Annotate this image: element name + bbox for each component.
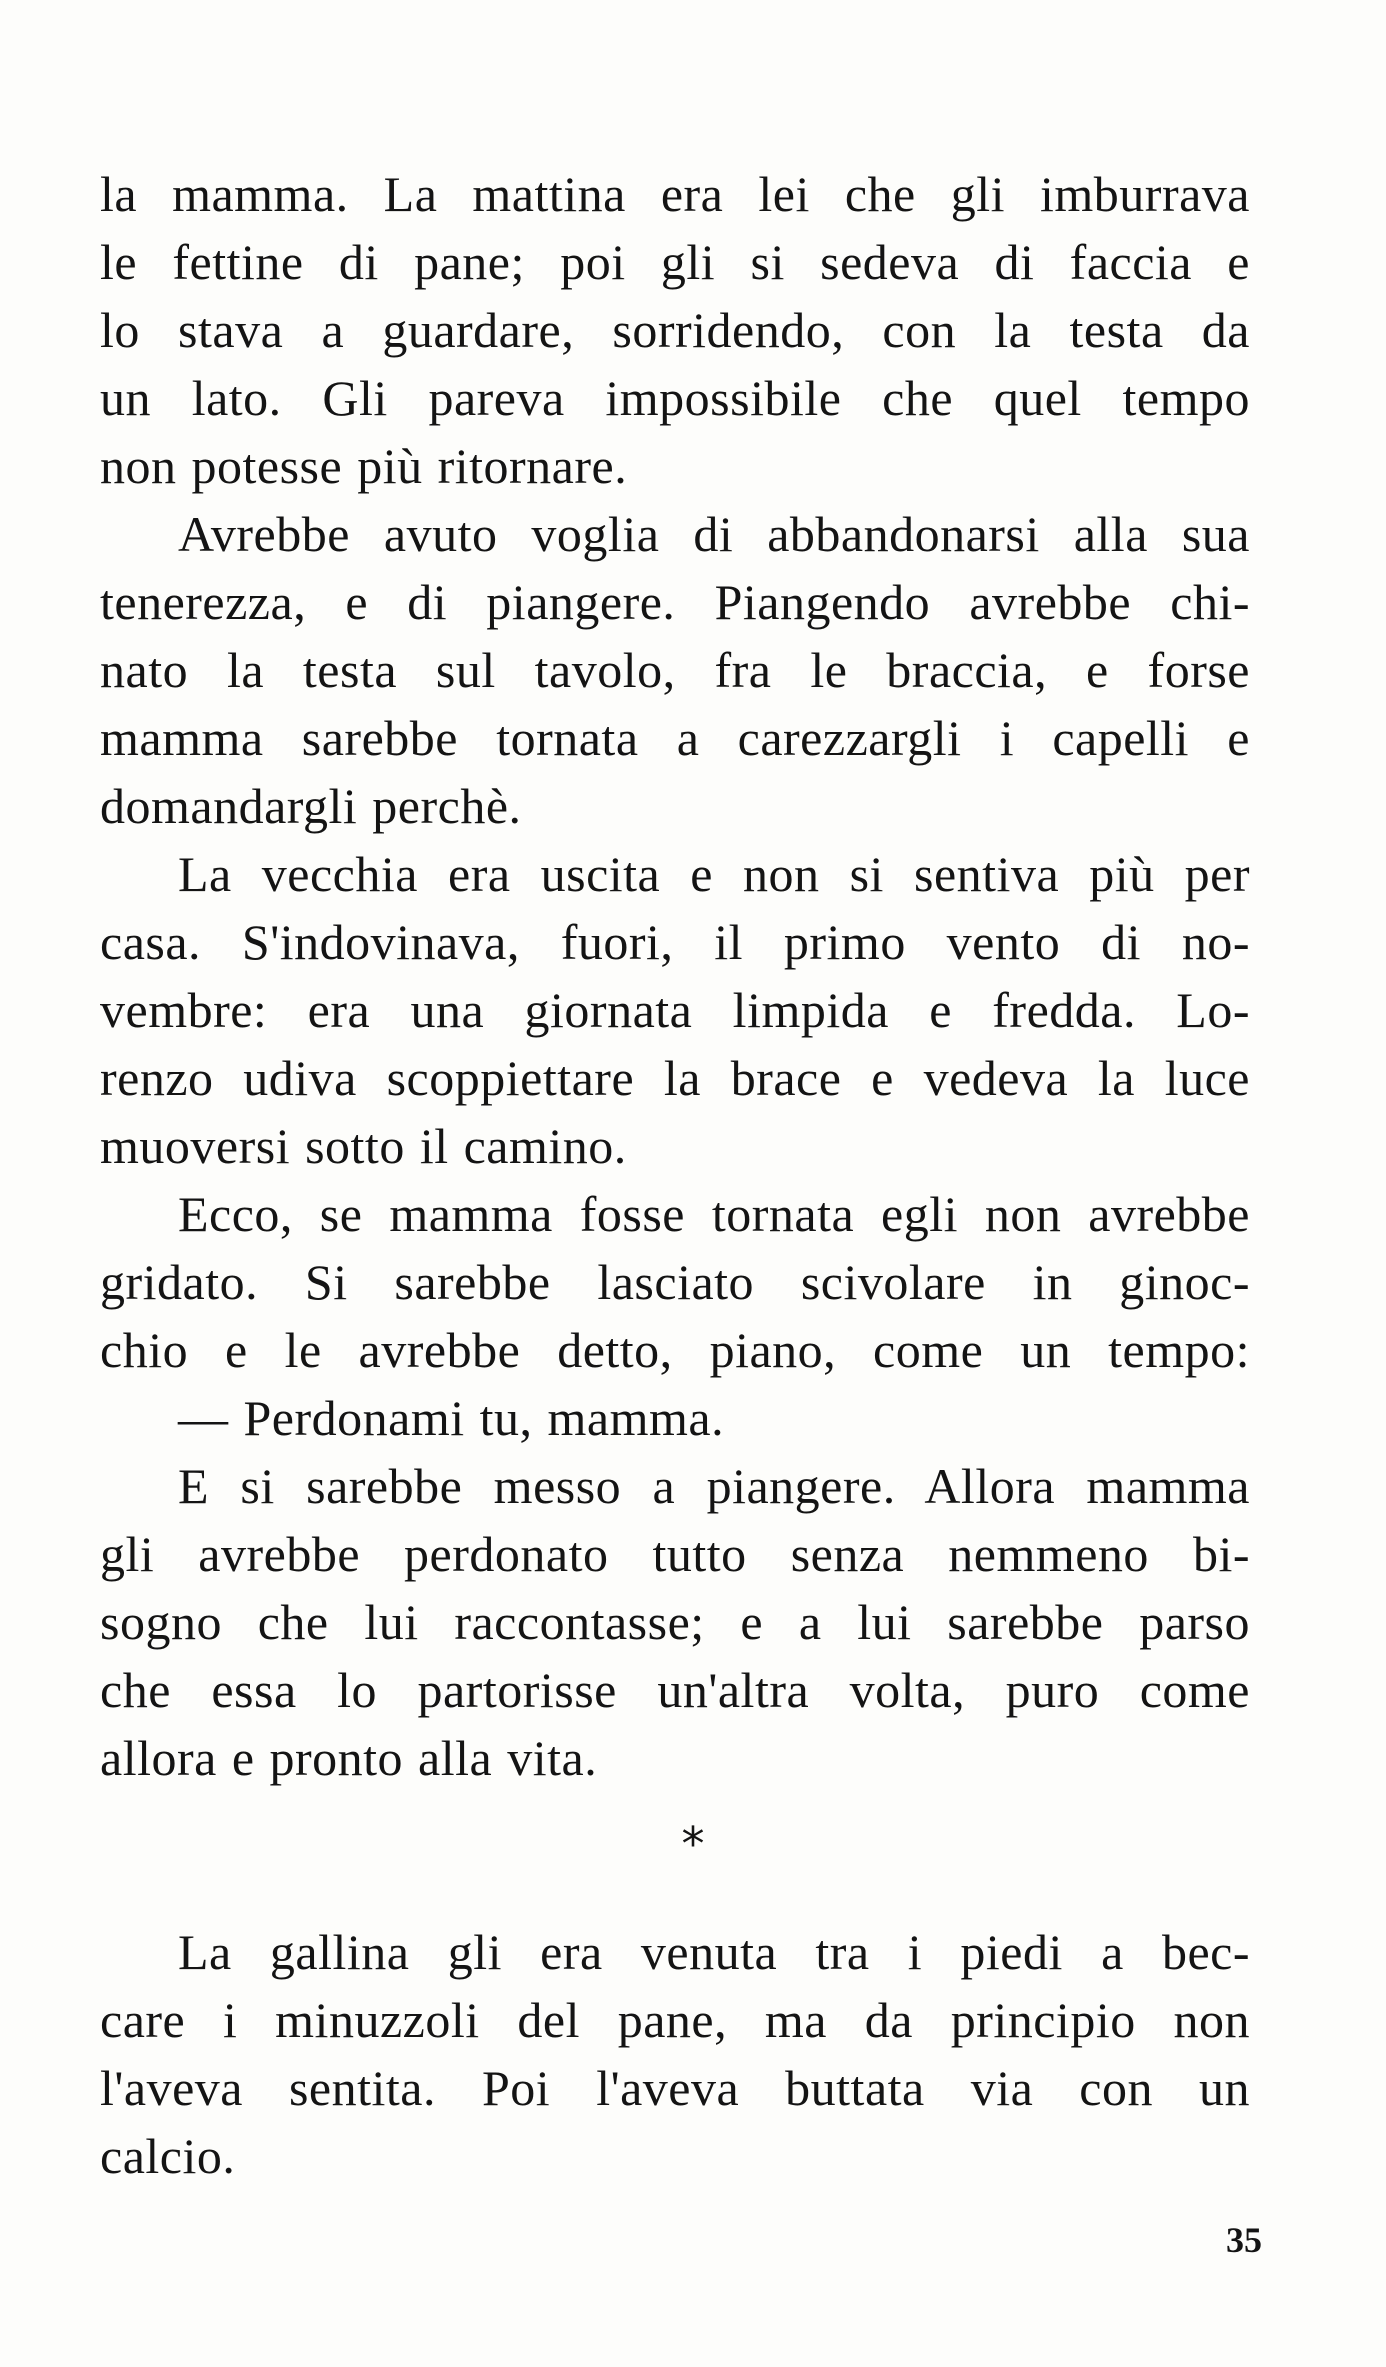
text-line: non potesse più ritornare. [100,438,628,494]
text-line: nato la testa sul tavolo, fra le braccia, e forse [100,642,1250,698]
text-line: che essa lo partorisse un'altra volta, puro come [100,1662,1250,1718]
text-line: Ecco, se mamma fosse tornata egli non avrebbe [178,1186,1250,1242]
text-line: La vecchia era uscita e non si sentiva più per [178,846,1250,902]
text-line: mamma sarebbe tornata a carezzargli i capelli e [100,710,1250,766]
text-line: gli avrebbe perdonato tutto senza nemmeno bi- [100,1526,1250,1582]
text-line: E si sarebbe messo a piangere. Allora mamma [178,1458,1250,1514]
text-line: calcio. [100,2128,236,2184]
text-line: vembre: era una giornata limpida e fredda. Lo- [100,982,1250,1038]
text-line: la mamma. La mattina era lei che gli imburrava [100,166,1250,222]
text-line: Avrebbe avuto voglia di abbandonarsi alla sua [178,506,1250,562]
text-line: renzo udiva scoppiettare la brace e vedeva la luce [100,1050,1250,1106]
text-line: l'aveva sentita. Poi l'aveva buttata via con un [100,2060,1250,2116]
second-section-text [100,1918,1250,2190]
section-separator: * [681,1817,705,1871]
text-line: casa. S'indovinava, fuori, il primo vento di no- [100,914,1250,970]
text-line: allora e pronto alla vita. [100,1730,598,1786]
text-line: La gallina gli era venuta tra i piedi a bec- [178,1924,1250,1980]
text-line: tenerezza, e di piangere. Piangendo avrebbe chi- [100,574,1250,630]
text-line: un lato. Gli pareva impossibile che quel tempo [100,370,1250,426]
text-line: le fettine di pane; poi gli si sedeva di faccia e [100,234,1250,290]
text-line: muoversi sotto il camino. [100,1118,627,1174]
dialogue-line: — Perdonami tu, mamma. [178,1390,725,1446]
text-line: gridato. Si sarebbe lasciato scivolare in ginoc- [100,1254,1250,1310]
text-line: care i minuzzoli del pane, ma da principio non [100,1992,1250,2048]
text-line: sogno che lui raccontasse; e a lui sarebbe parso [100,1594,1250,1650]
text-line: domandargli perchè. [100,778,522,834]
main-text-block [100,160,1250,1792]
text-line: chio e le avrebbe detto, piano, come un tempo: [100,1322,1250,1378]
page-number: 35 [1226,2220,1262,2260]
text-line: lo stava a guardare, sorridendo, con la testa da [100,302,1250,358]
